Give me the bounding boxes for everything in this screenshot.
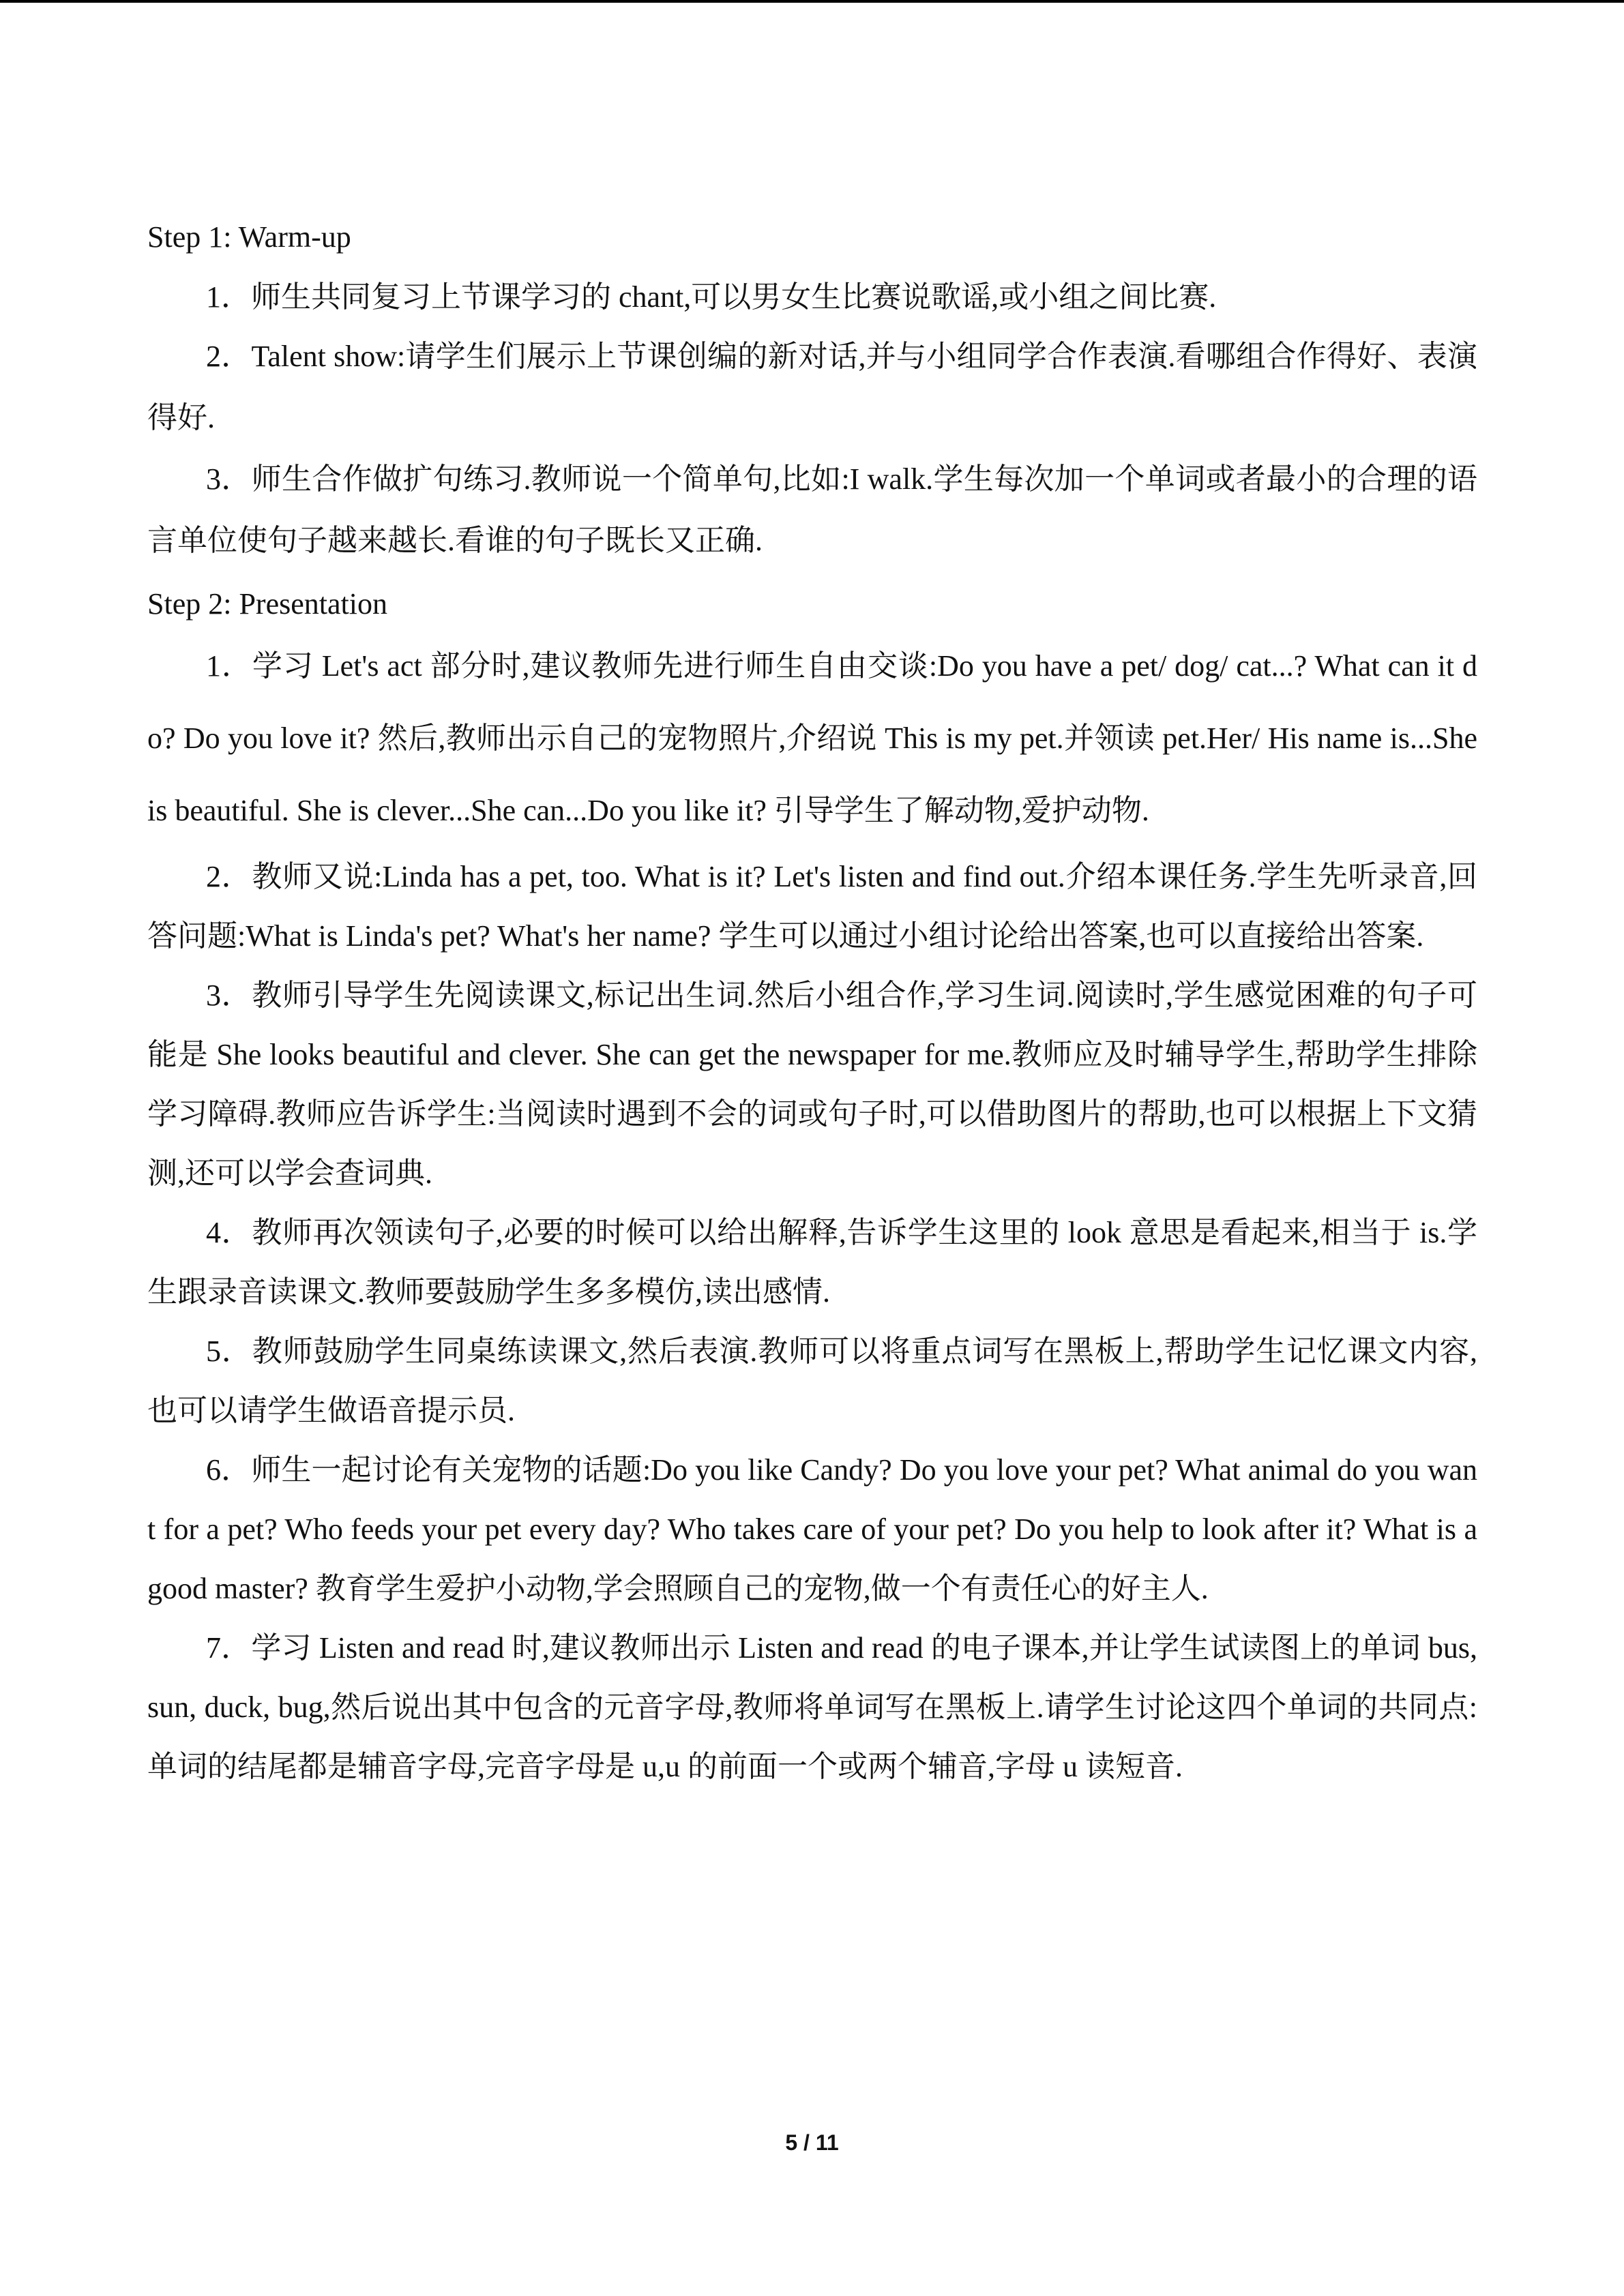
step2-heading: Step 2: Presentation: [147, 587, 387, 621]
step2-item-7: 7．学习 Listen and read 时,建议教师出示 Listen and read 的电子课本,并让学生试读图上的单词 bus, sun, duck, bug,然后说出其中包含的元音字母,教师将单词写在黑板上.请学生讨论这四个单词的共同点:单词的结尾都是辅音字母,完音字母是 u,u 的前面一个或两个辅音,字母 u 读短音.: [147, 1631, 1477, 1783]
step2-item-2: 2．教师又说:Linda has a pet, too. What is it? Let's listen and find out.介绍本课任务.学生先听录音,回答问题:What is Linda's pet? What's her name? 学生可以通过小组讨论给出答案,也可以直接给出答案.: [147, 860, 1477, 953]
step2-item-4: 4．教师再次领读句子,必要的时候可以给出解释,告诉学生这里的 look 意思是看起来,相当于 is.学生跟录音读课文.教师要鼓励学生多多模仿,读出感情.: [147, 1216, 1477, 1309]
step2-item-5: 5．教师鼓励学生同桌练读课文,然后表演.教师可以将重点词写在黑板上,帮助学生记忆课文内容,也可以请学生做语音提示员.: [147, 1335, 1477, 1427]
step2-item-3: 3．教师引导学生先阅读课文,标记出生词.然后小组合作,学习生词.阅读时,学生感觉困难的句子可能是 She looks beautiful and clever. She can get the newspaper for me.教师应及时辅导学生,帮助学生排除学习障碍.教师应告诉学生:当阅读时遇到不会的词或句子时,可以借助图片的帮助,也可以根据上下文猜测,还可以学会查词典.: [147, 979, 1477, 1190]
page-number: 5 / 11: [785, 2130, 839, 2155]
step1-item-1: 1．师生共同复习上节课学习的 chant,可以男女生比赛说歌谣,或小组之间比赛.: [206, 280, 1217, 314]
top-border: [0, 0, 1624, 3]
step1-heading: Step 1: Warm-up: [147, 220, 351, 254]
step2-item-6: 6．师生一起讨论有关宠物的话题:Do you like Candy? Do you love your pet? What animal do you want for a pet? Who feeds your pet every day? Who takes care of your pet? Do you help to look after it? What is a good master? 教育学生爱护小动物,学会照顾自己的宠物,做一个有责任心的好主人.: [147, 1453, 1477, 1605]
step2-item-1: 1．学习 Let's act 部分时,建议教师先进行师生自由交谈:Do you have a pet/ dog/ cat...? What can it do? Do you love it? 然后,教师出示自己的宠物照片,介绍说 This is my pet.并领读 pet.Her/ His name is...She is beautiful. She is clever...She can...Do you like it? 引导学生了解动物,爱护动物.: [147, 649, 1477, 827]
step1-item-3: 3．师生合作做扩句练习.教师说一个简单句,比如:I walk.学生每次加一个单词或者最小的合理的语言单位使句子越来越长.看谁的句子既长又正确.: [147, 462, 1477, 557]
document-body: [147, 217, 1477, 1796]
step1-item-2: 2．Talent show:请学生们展示上节课创编的新对话,并与小组同学合作表演.看哪组合作得好、表演得好.: [147, 340, 1477, 434]
